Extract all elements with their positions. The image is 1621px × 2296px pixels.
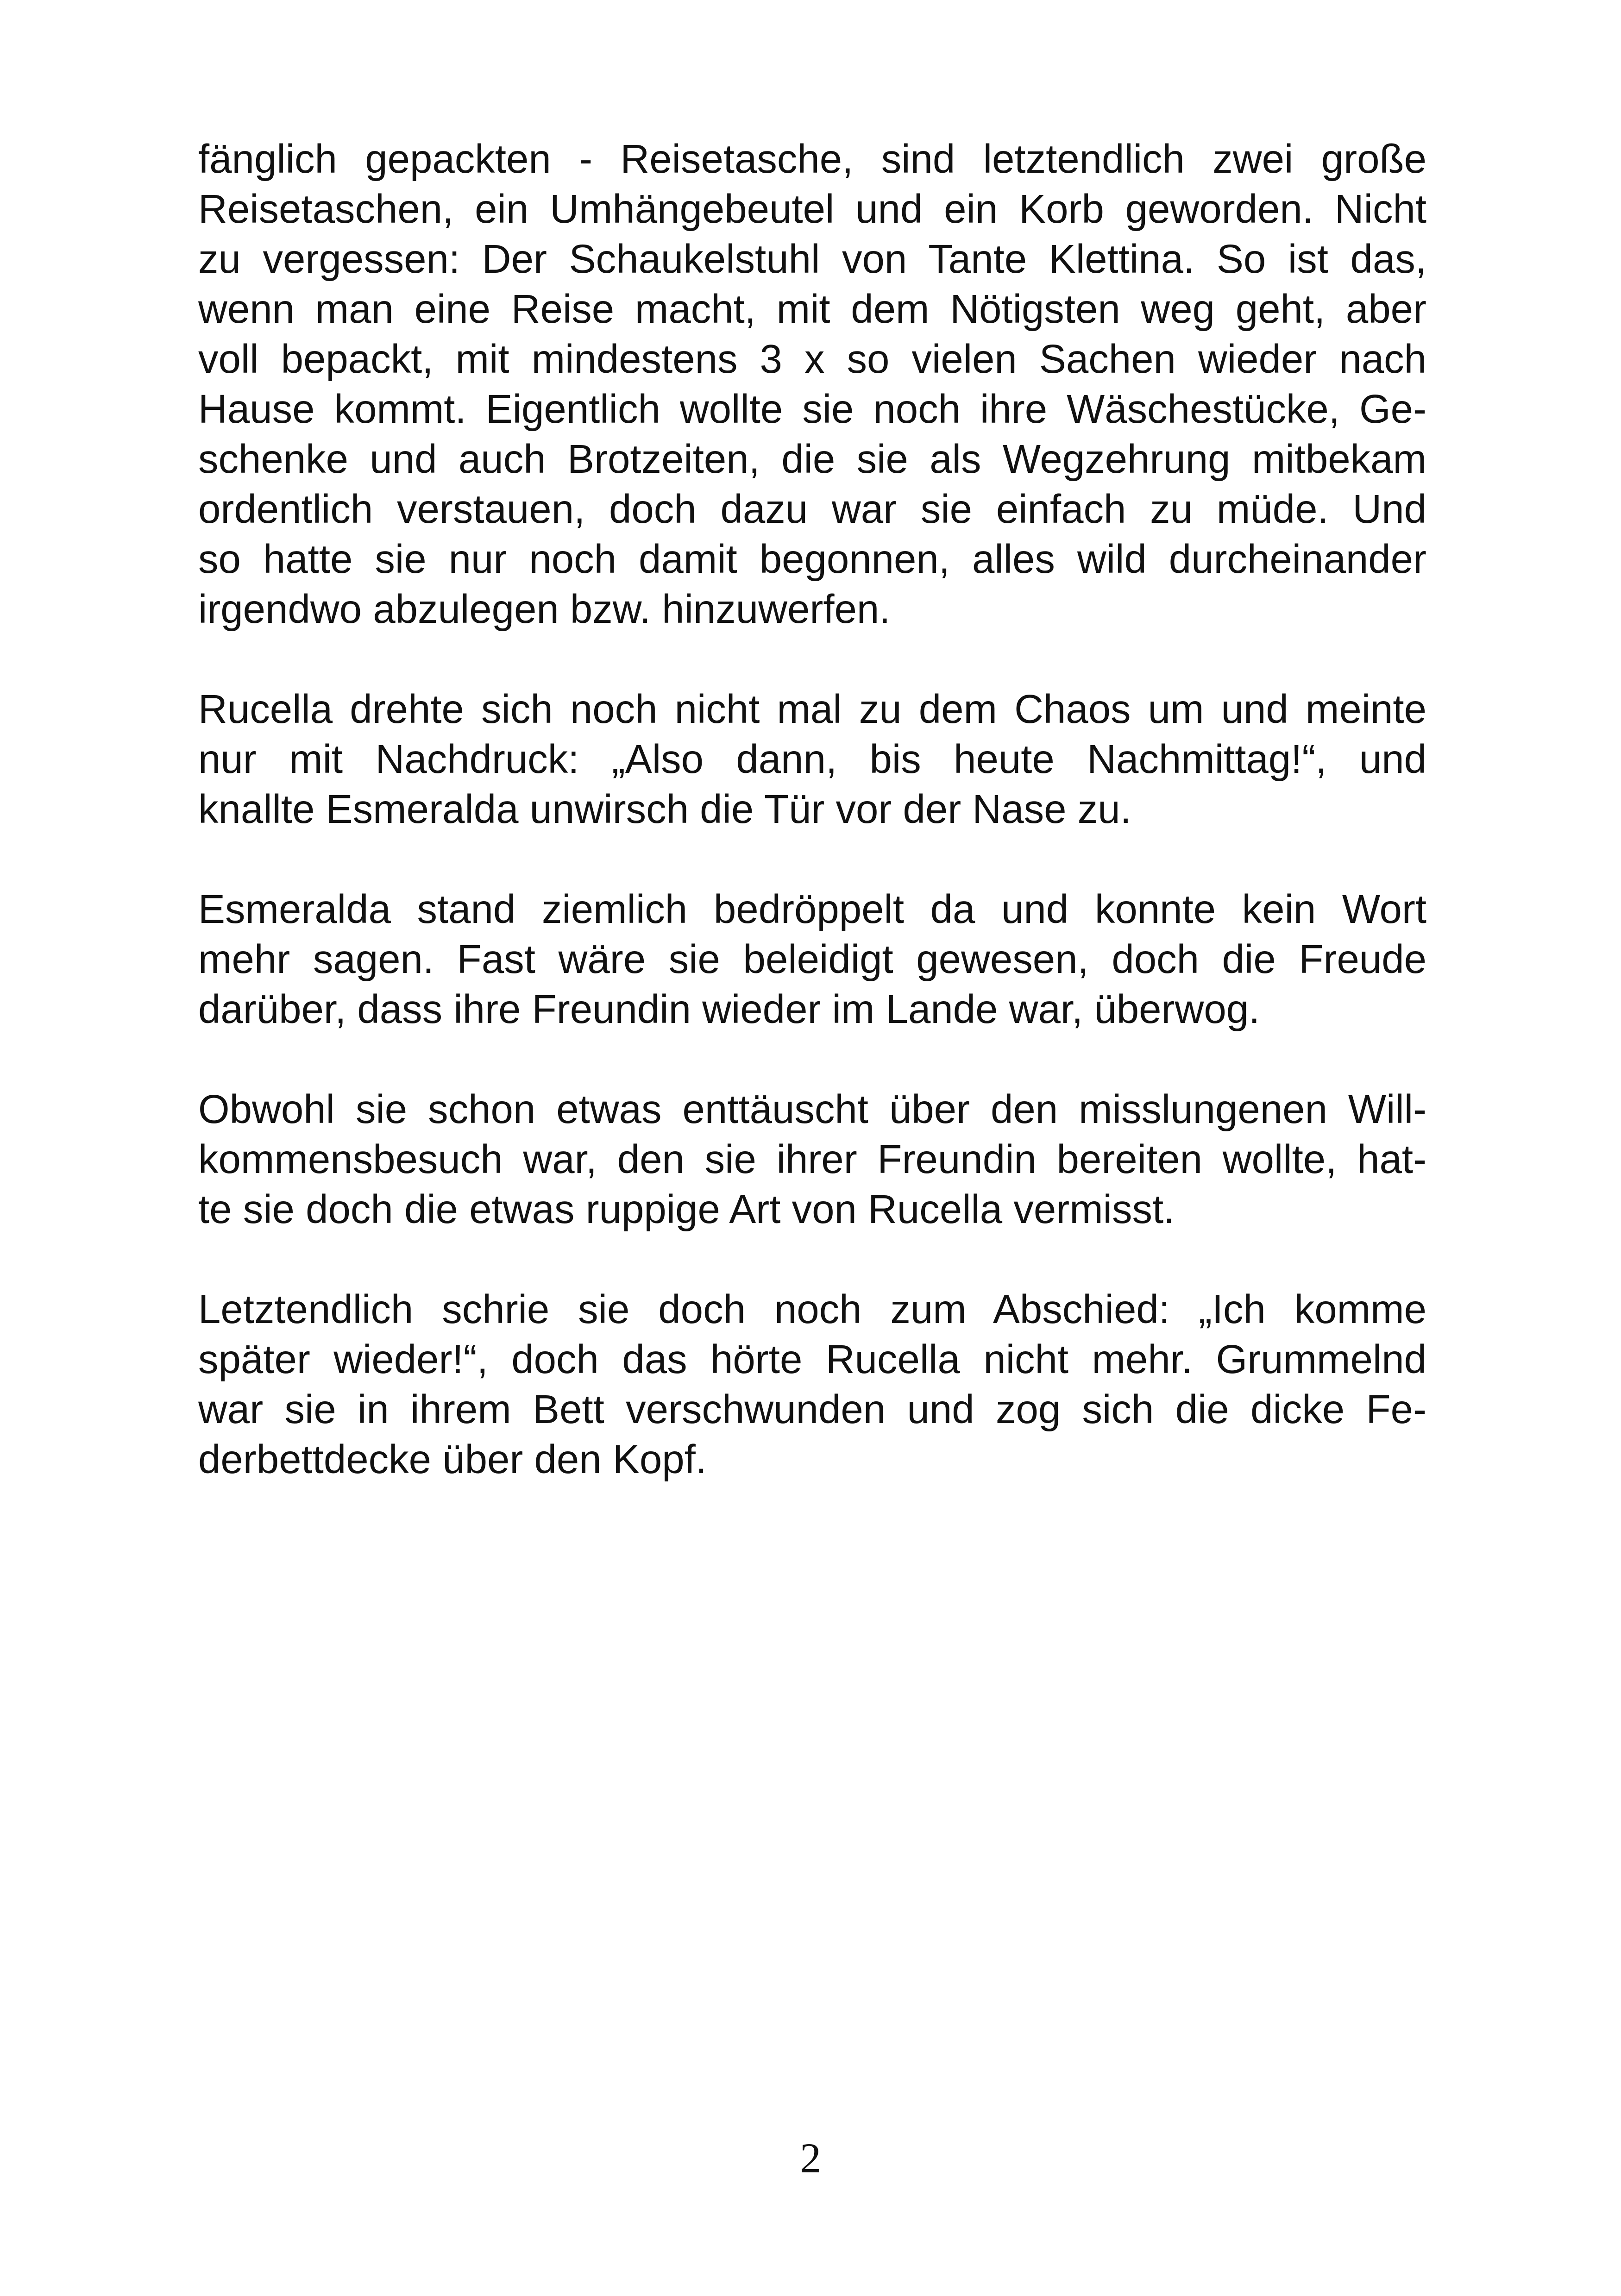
text-line: knallte Esmeralda unwirsch die Tür vor der Nase zu. xyxy=(198,787,1131,832)
text-line: fänglich gepackten - Reisetasche, sind letztendlich zwei große xyxy=(198,137,1426,182)
text-line: darüber, dass ihre Freundin wieder im Lande war, überwog. xyxy=(198,987,1260,1032)
text-line: nur mit Nachdruck: „Also dann, bis heute Nachmittag!“, und xyxy=(198,737,1426,782)
text-line: kommensbesuch war, den sie ihrer Freundin bereiten wollte, hat- xyxy=(198,1137,1426,1182)
text-line: Esmeralda stand ziemlich bedröppelt da und konnte kein Wort xyxy=(198,887,1426,932)
text-line: irgendwo abzulegen bzw. hinzuwerfen. xyxy=(198,587,891,632)
text-line: Obwohl sie schon etwas enttäuscht über den misslungenen Will- xyxy=(198,1087,1426,1132)
paragraph-1 xyxy=(198,134,1426,634)
body-text xyxy=(198,134,1426,1535)
text-line: schenke und auch Brotzeiten, die sie als Wegzehrung mitbekam xyxy=(198,437,1426,482)
text-line: zu vergessen: Der Schaukelstuhl von Tante Klettina. So ist das, xyxy=(198,237,1426,282)
text-line: Rucella drehte sich noch nicht mal zu dem Chaos um und meinte xyxy=(198,687,1426,732)
text-line: Hause kommt. Eigentlich wollte sie noch ihre Wäschestücke, Ge- xyxy=(198,387,1426,432)
text-line: wenn man eine Reise macht, mit dem Nötigsten weg geht, aber xyxy=(198,287,1426,332)
text-line: mehr sagen. Fast wäre sie beleidigt gewesen, doch die Freude xyxy=(198,937,1426,982)
text-line: später wieder!“, doch das hörte Rucella nicht mehr. Grummelnd xyxy=(198,1337,1426,1382)
paragraph-3 xyxy=(198,885,1426,1035)
text-line: derbettdecke über den Kopf. xyxy=(198,1437,707,1482)
text-line: war sie in ihrem Bett verschwunden und zog sich die dicke Fe- xyxy=(198,1387,1426,1432)
text-line: te sie doch die etwas ruppige Art von Rucella vermisst. xyxy=(198,1187,1175,1232)
text-line: ordentlich verstauen, doch dazu war sie einfach zu müde. Und xyxy=(198,487,1426,532)
paragraph-2 xyxy=(198,684,1426,834)
page-number: 2 xyxy=(800,2134,821,2182)
text-line: so hatte sie nur noch damit begonnen, alles wild durcheinander xyxy=(198,537,1426,582)
text-line: Letztendlich schrie sie doch noch zum Abschied: „Ich komme xyxy=(198,1287,1426,1332)
text-line: Reisetaschen, ein Umhängebeutel und ein Korb geworden. Nicht xyxy=(198,187,1426,232)
paragraph-4 xyxy=(198,1085,1426,1235)
paragraph-5 xyxy=(198,1285,1426,1485)
text-line: voll bepackt, mit mindestens 3 x so vielen Sachen wieder nach xyxy=(198,337,1426,382)
